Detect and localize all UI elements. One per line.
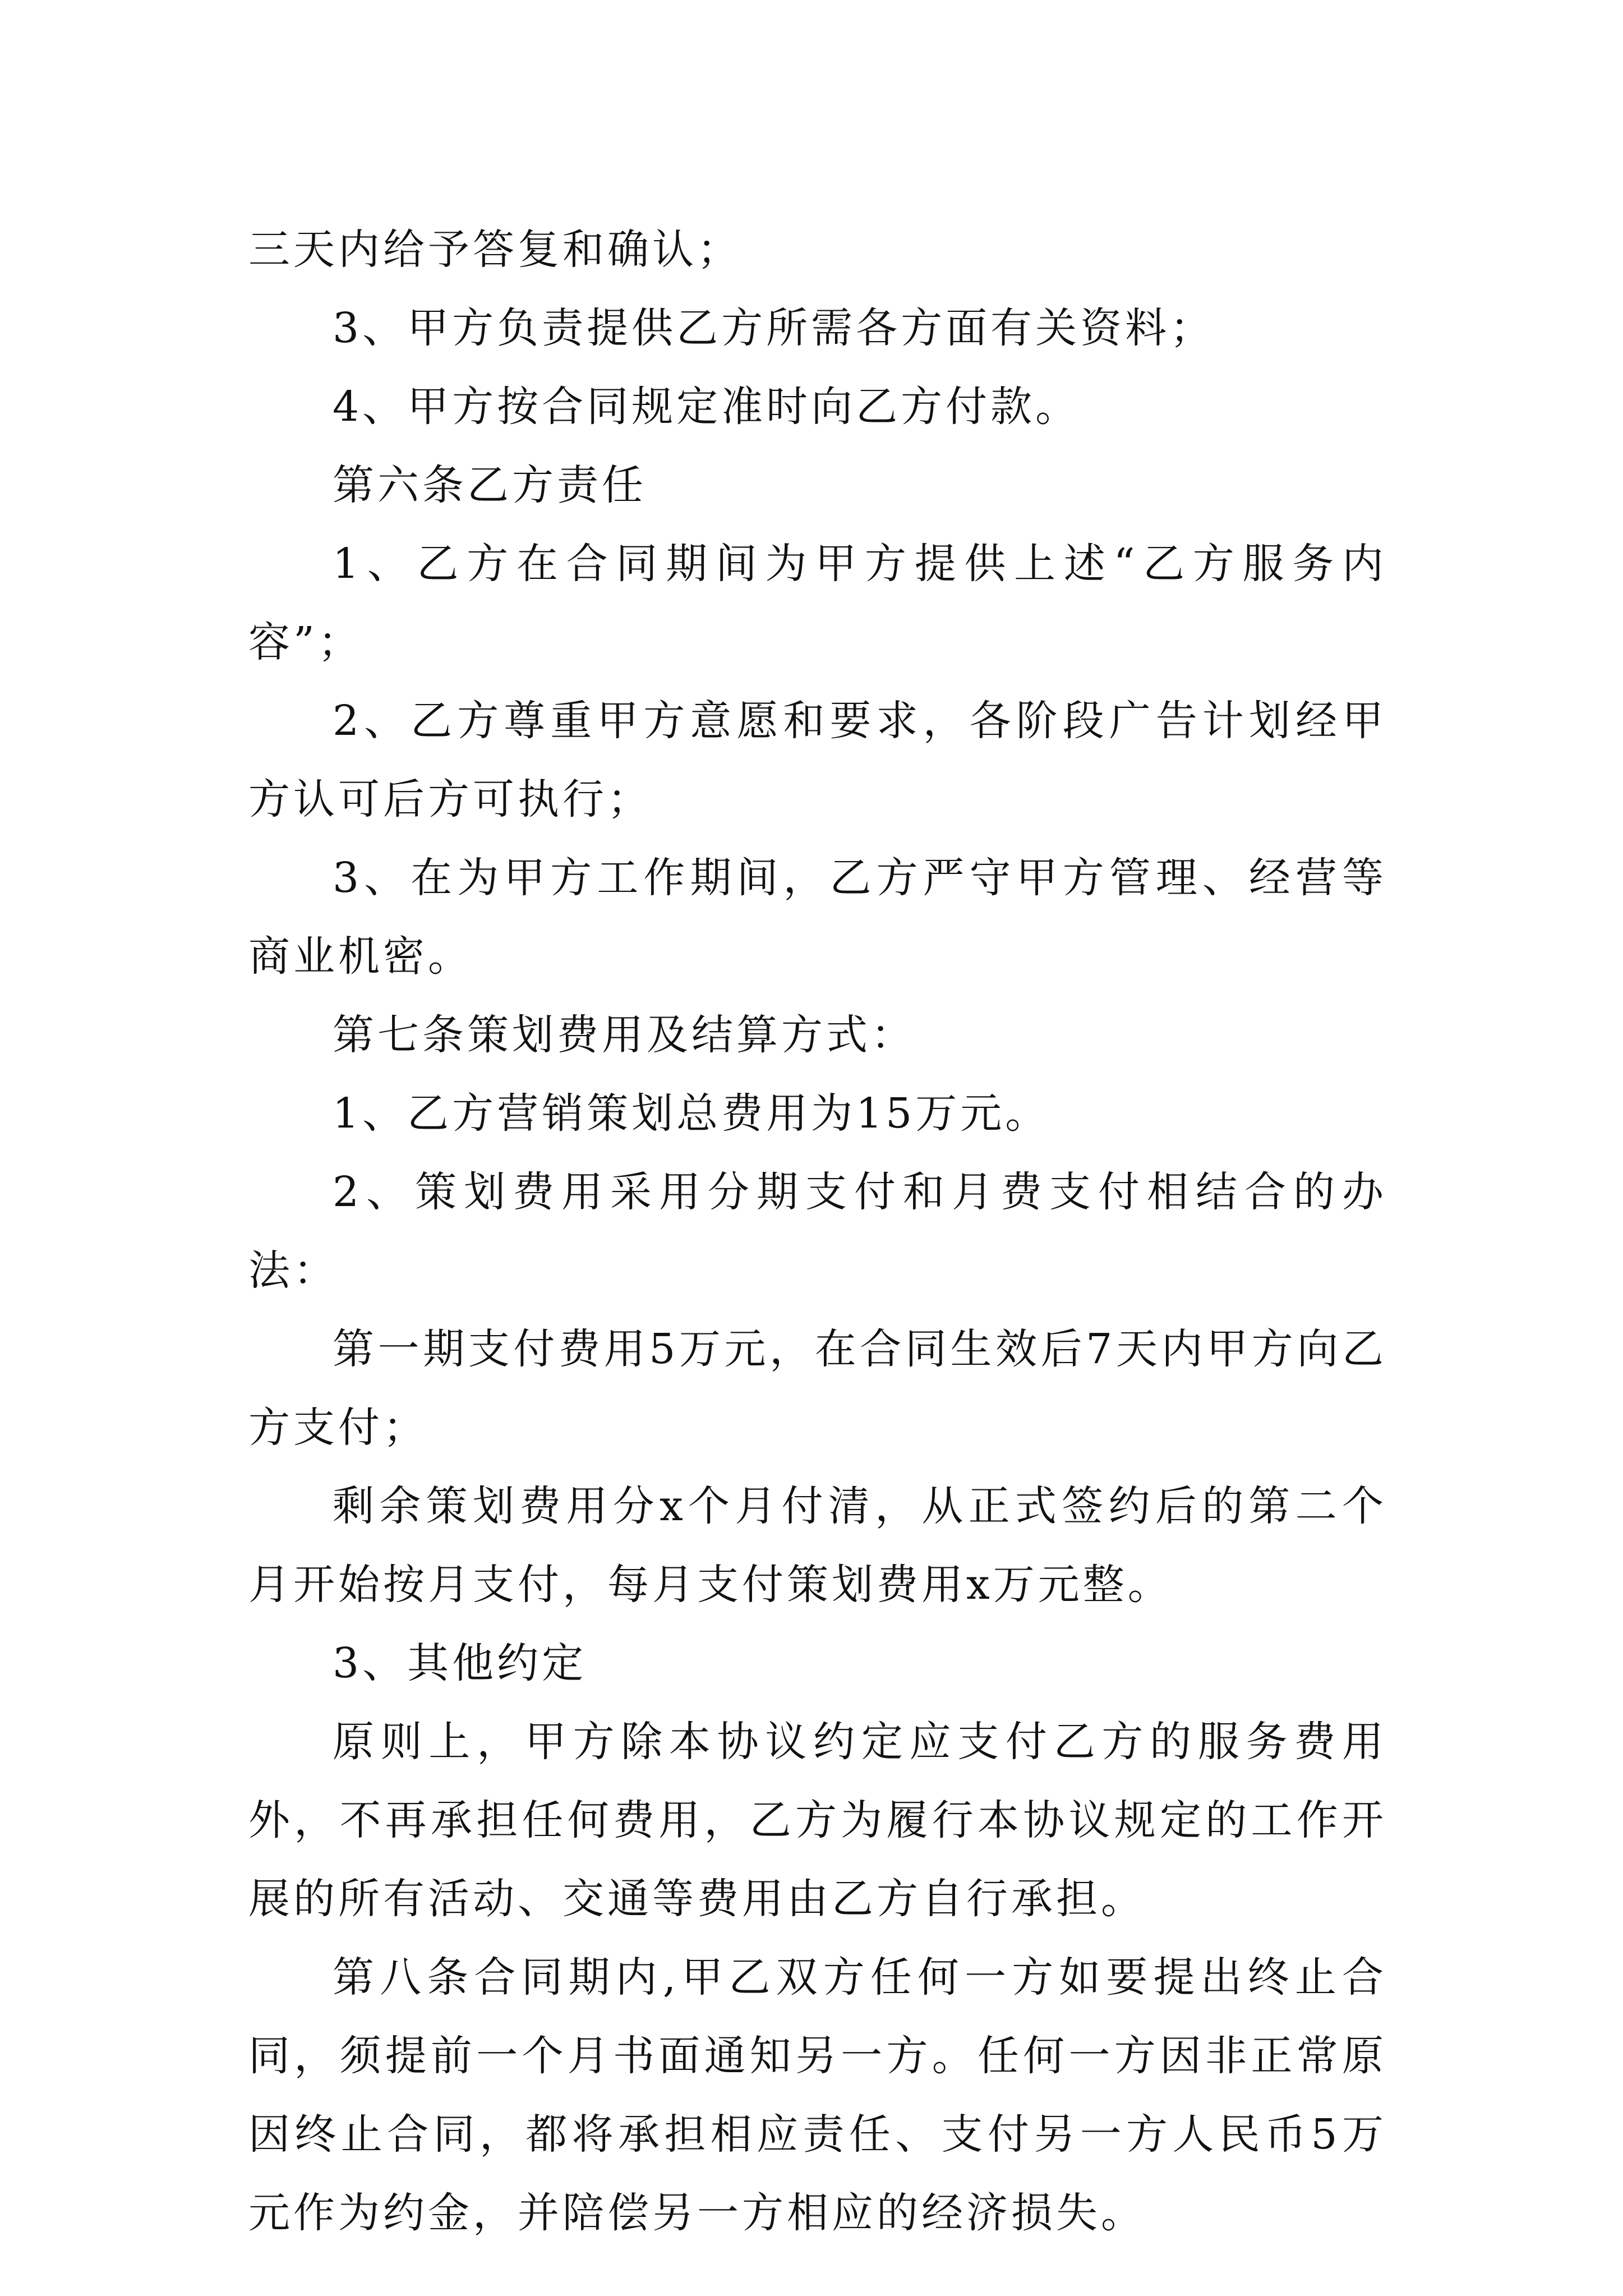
section-heading-article-6: 第六条乙方责任 <box>333 461 647 509</box>
paragraph-fee-total: 1、乙方营销策划总费用为15万元。 <box>333 1089 1050 1138</box>
section-article-8: 第八条合同期内,甲乙双方任何一方如要提出终止合同，须提前一个月书面通知另一方。任何一方因非正常原因终止合同，都将承担相应责任、支付另一方人民币5万元作为约金，并陪偿另一方相应的经济损失。 <box>248 1953 1387 2237</box>
paragraph-other-agreements-heading: 3、其他约定 <box>333 1639 587 1687</box>
paragraph-continuation: 三天内给予答复和确认； <box>248 226 742 274</box>
paragraph-first-payment: 第一期支付费用5万元，在合同生效后7天内甲方向乙方支付； <box>248 1325 1387 1452</box>
document-body <box>248 210 1387 2252</box>
section-heading-article-7: 第七条策划费用及结算方式： <box>333 1011 916 1059</box>
paragraph-remaining-payment: 剩余策划费用分x个月付清，从正式签约后的第二个月开始按月支付，每月支付策划费用x万元整。 <box>248 1482 1387 1609</box>
paragraph-fee-method: 2、策划费用采用分期支付和月费支付相结合的办法： <box>248 1168 1387 1295</box>
paragraph-other-agreements: 原则上，甲方除本协议约定应支付乙方的服务费用外，不再承担任何费用，乙方为履行本协议规定的工作开展的所有活动、交通等费用由乙方自行承担。 <box>248 1718 1387 1923</box>
paragraph-item-3-party-a: 3、甲方负责提供乙方所需各方面有关资料； <box>333 304 1215 352</box>
paragraph-item-3-party-b: 3、在为甲方工作期间，乙方严守甲方管理、经营等商业机密。 <box>248 854 1387 981</box>
paragraph-item-1-party-b: 1、乙方在合同期间为甲方提供上述“乙方服务内容”； <box>248 540 1387 666</box>
paragraph-item-2-party-b: 2、乙方尊重甲方意愿和要求，各阶段广告计划经甲方认可后方可执行； <box>248 697 1387 823</box>
paragraph-item-4-party-a: 4、甲方按合同规定准时向乙方付款。 <box>333 383 1081 431</box>
